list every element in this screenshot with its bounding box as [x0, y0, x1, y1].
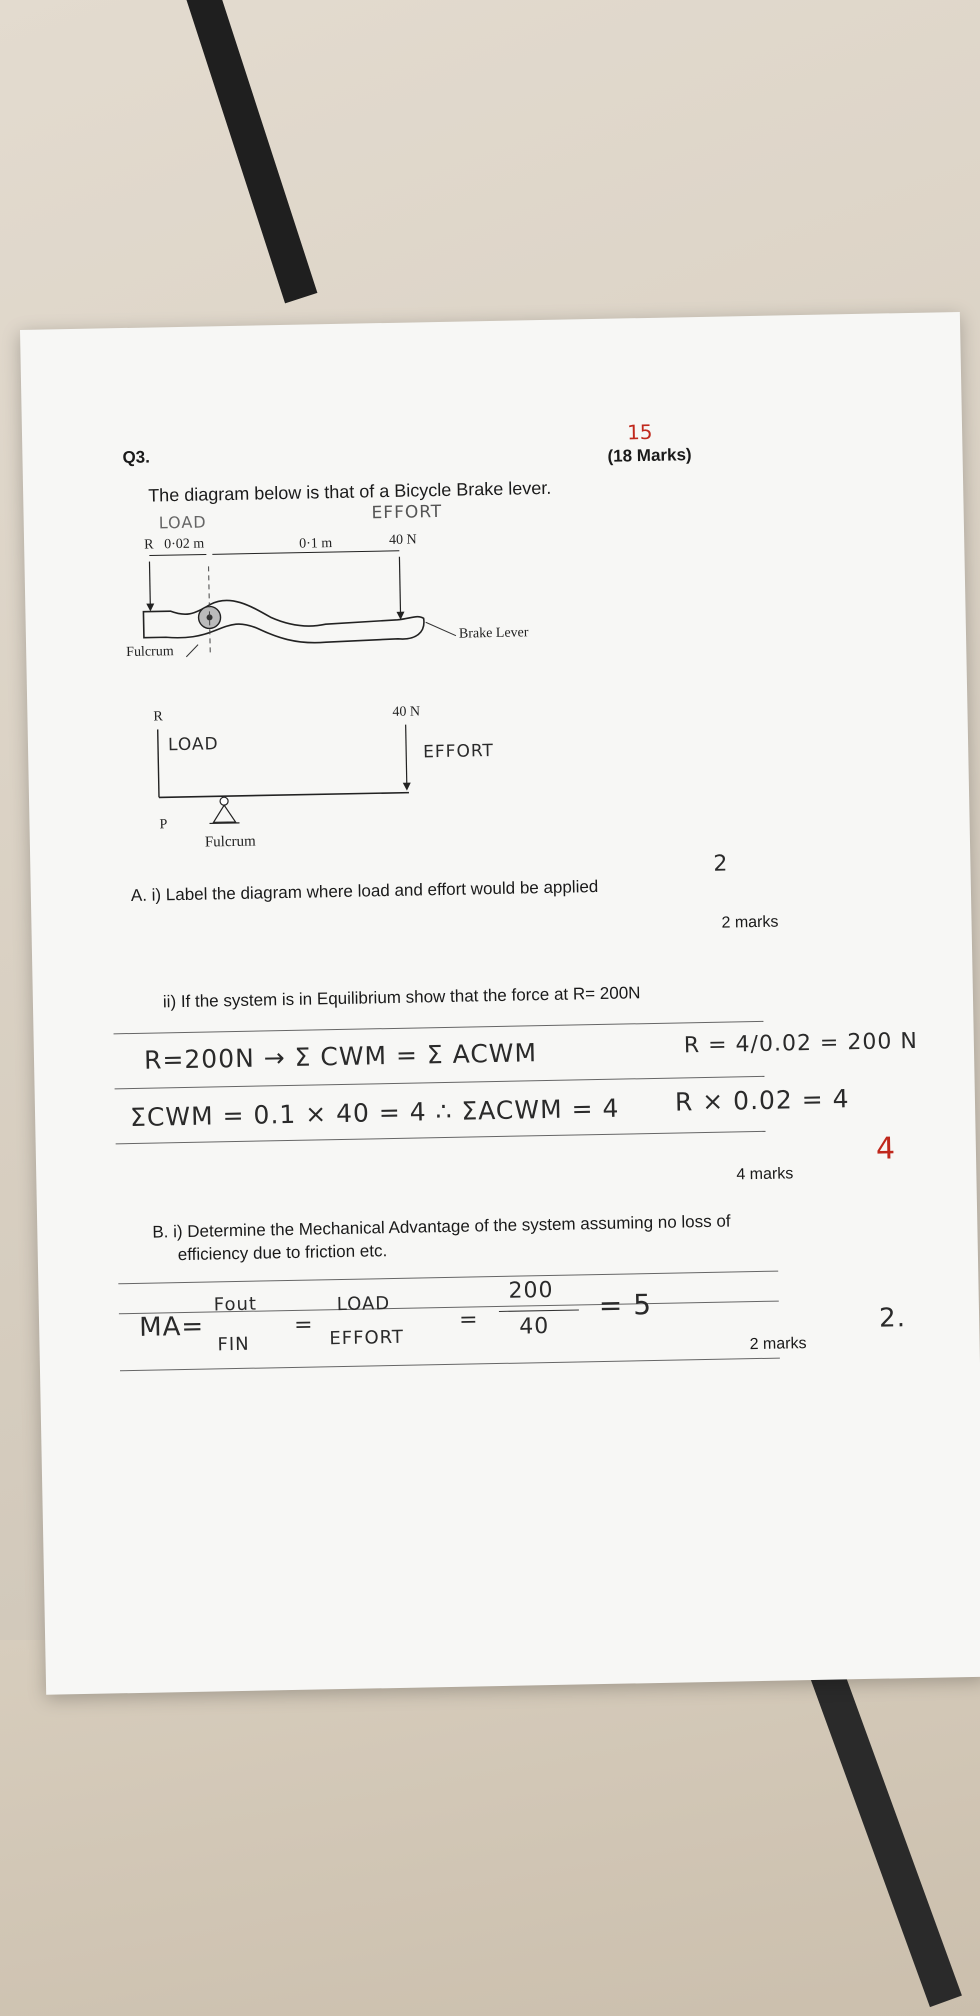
dimension-0-02: 0·02 m — [164, 536, 205, 553]
label-p-bottom: P — [159, 817, 168, 833]
answer-line-3 — [116, 1131, 766, 1144]
force-40n-bottom: 40 N — [392, 704, 421, 720]
equals-1: = — [293, 1312, 314, 1338]
brake-lever-diagram — [20, 318, 629, 829]
label-r-bottom: R — [153, 709, 163, 725]
part-a-question-1: A. i) Label the diagram where load and effort would be applied — [130, 877, 599, 905]
answer-line1-right: R = 4/0.02 = 200 N — [683, 1028, 919, 1059]
answer-line2-right: R × 0.02 = 4 — [674, 1084, 850, 1117]
hand-label-load: LOAD — [158, 512, 207, 533]
question-number: Q3. — [122, 447, 151, 468]
part-b-question-line1: B. i) Determine the Mechanical Advantage of the system assuming no loss of — [152, 1211, 731, 1242]
part-a-score-1: 2 — [713, 851, 729, 877]
total-marks: (18 Marks) — [607, 445, 692, 466]
hand-label-effort-bottom: EFFORT — [422, 740, 495, 763]
fin-denominator: FIN — [217, 1333, 250, 1356]
part-a-marks-2: 4 marks — [736, 1165, 794, 1184]
part-b-question-line2: efficiency due to friction etc. — [177, 1241, 388, 1265]
load-numerator: LOAD — [336, 1293, 391, 1316]
label-fulcrum-bottom: Fulcrum — [204, 833, 256, 851]
force-40n-top: 40 N — [388, 532, 417, 548]
answer-line-6 — [120, 1358, 780, 1372]
answer-line-4 — [118, 1271, 778, 1285]
fraction-bar — [499, 1309, 579, 1312]
hand-label-effort: EFFORT — [371, 501, 443, 524]
answer-line2-left: ΣCWM = 0.1 × 40 = 4 ∴ ΣACWM = 4 — [129, 1093, 620, 1133]
ma-label: MA= — [138, 1311, 205, 1343]
fout-numerator: Fout — [213, 1293, 258, 1316]
result-5: = 5 — [598, 1288, 653, 1323]
denominator-40: 40 — [518, 1314, 550, 1340]
exam-paper — [20, 312, 980, 1695]
part-a-score-2: 4 — [875, 1131, 896, 1167]
part-b-marks: 2 marks — [749, 1335, 807, 1354]
answer-line1-left: R=200N → Σ CWM = Σ ACWM — [143, 1038, 538, 1075]
label-r-top: R — [144, 537, 154, 553]
answer-line-2 — [115, 1076, 765, 1089]
part-a-marks-1: 2 marks — [721, 913, 779, 932]
effort-denominator: EFFORT — [329, 1326, 405, 1350]
equals-2: = — [458, 1307, 479, 1333]
answer-line-1 — [114, 1021, 764, 1034]
hand-label-load-bottom: LOAD — [167, 734, 219, 756]
part-b-score: 2. — [878, 1303, 907, 1334]
label-fulcrum-top: Fulcrum — [126, 644, 174, 661]
label-brake-lever: Brake Lever — [458, 625, 529, 642]
intro-text: The diagram below is that of a Bicycle Brake lever. — [148, 477, 552, 506]
numerator-200: 200 — [508, 1277, 554, 1304]
part-a-question-2: ii) If the system is in Equilibrium show that the force at R= 200N — [162, 983, 641, 1012]
score-total: 15 — [626, 419, 653, 445]
dimension-0-1: 0·1 m — [299, 536, 333, 552]
